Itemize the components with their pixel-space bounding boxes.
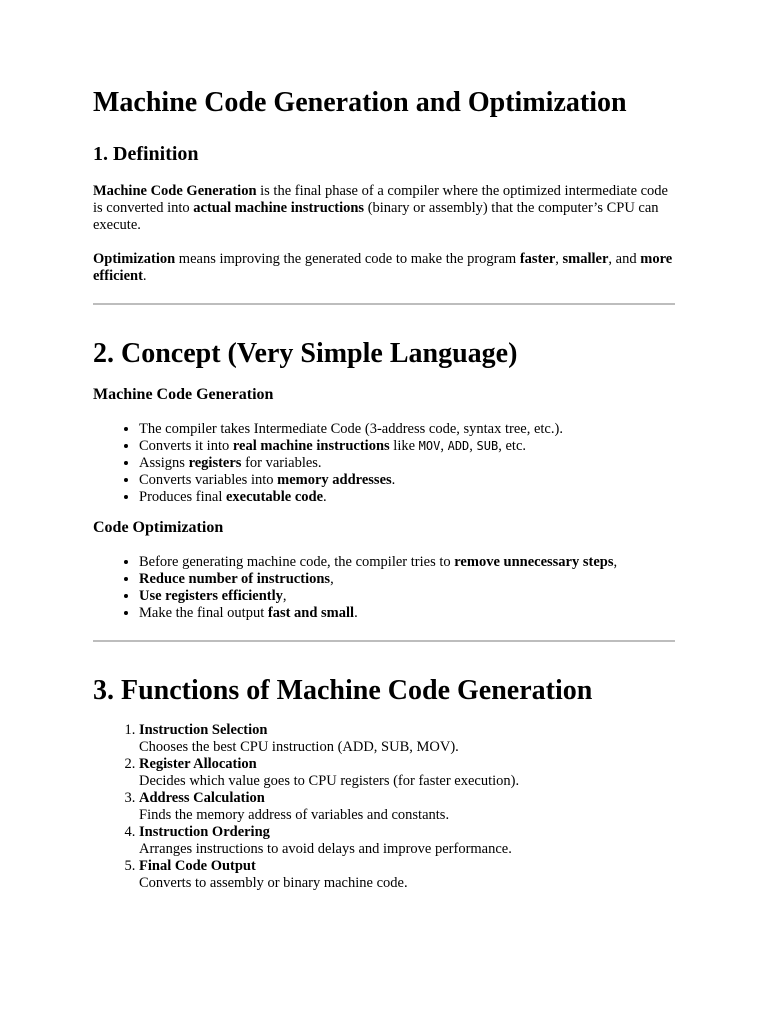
opt-bullet-list: [93, 554, 675, 622]
mcg-bullet-list: [93, 421, 675, 506]
list-item: • Assigns registers for variables.: [139, 455, 675, 472]
function-description: Converts to assembly or binary machine code.: [139, 875, 408, 891]
function-description: Chooses the best CPU instruction (ADD, SUB, MOV).: [139, 739, 459, 755]
functions-numbered-list: [93, 722, 675, 892]
function-title: Instruction Selection: [139, 722, 268, 738]
list-item: [139, 824, 675, 858]
function-description: Decides which value goes to CPU registers (for faster execution).: [139, 773, 520, 789]
list-item: • The compiler takes Intermediate Code (3-address code, syntax tree, etc.).: [139, 421, 675, 438]
horizontal-divider: [93, 303, 675, 305]
document-title: Machine Code Generation and Optimization: [93, 87, 627, 118]
list-item: [139, 722, 675, 756]
section-heading-concept: 2. Concept (Very Simple Language): [93, 338, 518, 369]
list-item: • Converts variables into memory addresses.: [139, 472, 675, 489]
list-item: • Produces final executable code.: [139, 489, 675, 506]
list-item: [139, 858, 675, 892]
horizontal-divider: [93, 640, 675, 642]
function-description: Finds the memory address of variables and constants.: [139, 807, 450, 823]
definition-paragraph-2: Optimization means improving the generated code to make the program faster, smaller, and more efficient.: [93, 251, 673, 284]
list-item: • Reduce number of instructions,: [139, 571, 675, 588]
document-body: [93, 86, 675, 892]
list-item: [139, 756, 675, 790]
list-item: • Make the final output fast and small.: [139, 605, 675, 622]
subheading-code-optimization: Code Optimization: [93, 519, 224, 536]
definition-paragraph-1: Machine Code Generation is the final phase of a compiler where the optimized intermediate code is converted into actual machine instructions (binary or assembly) that the computer’s CPU can execute.: [93, 183, 668, 233]
list-item: • Use registers efficiently,: [139, 588, 675, 605]
function-title: Instruction Ordering: [139, 824, 270, 840]
subheading-machine-code-generation: Machine Code Generation: [93, 386, 274, 403]
function-title: Final Code Output: [139, 858, 256, 874]
function-title: Register Allocation: [139, 756, 257, 772]
section-heading-functions: 3. Functions of Machine Code Generation: [93, 675, 593, 706]
list-item: • Converts it into real machine instructions like MOV, ADD, SUB, etc.: [139, 438, 675, 455]
list-item: [139, 790, 675, 824]
section-heading-definition: 1. Definition: [93, 143, 199, 165]
function-description: Arranges instructions to avoid delays and improve performance.: [139, 841, 512, 857]
list-item: • Before generating machine code, the compiler tries to remove unnecessary steps,: [139, 554, 675, 571]
function-title: Address Calculation: [139, 790, 265, 806]
